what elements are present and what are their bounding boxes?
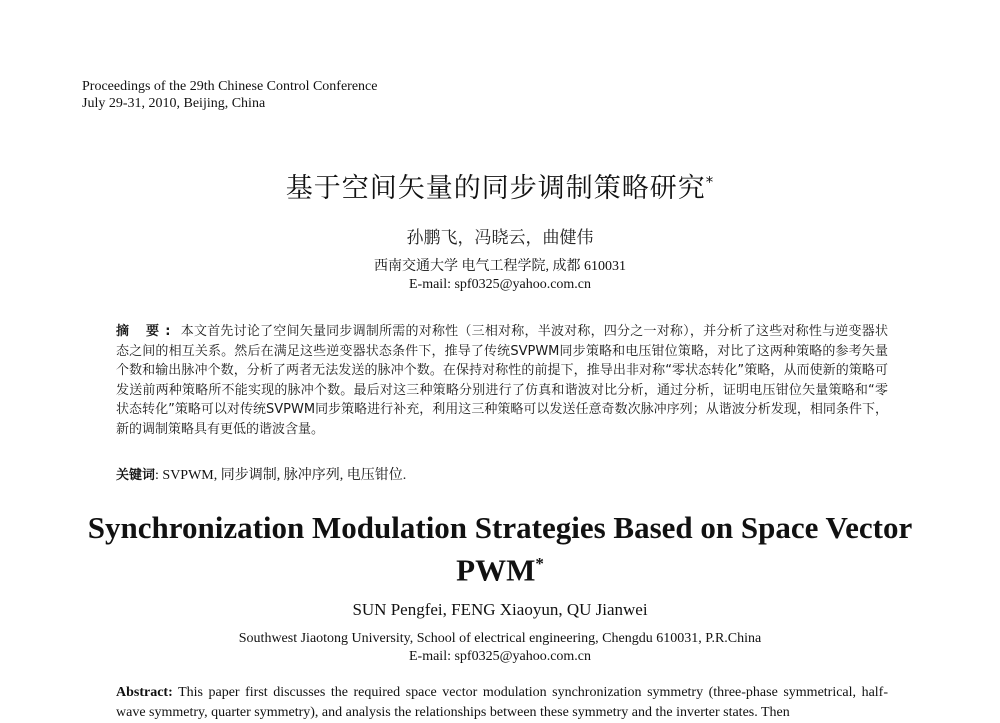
chinese-keywords (116, 464, 406, 484)
english-affiliation-block (0, 630, 1000, 666)
chinese-authors: 孙鹏飞，冯晓云，曲健伟 (406, 228, 594, 248)
english-email: E-mail: spf0325@yahoo.com.cn (408, 649, 592, 664)
chinese-email: E-mail: spf0325@yahoo.com.cn (408, 277, 592, 292)
chinese-keywords-text: : SVPWM, 同步调制, 脉冲序列, 电压钳位. (155, 468, 407, 483)
english-title (0, 510, 1000, 588)
english-title-line2: PWM (456, 552, 536, 588)
chinese-title (0, 166, 1000, 205)
english-title-footnote-mark: * (535, 554, 544, 573)
chinese-title-footnote-mark: * (705, 173, 715, 191)
english-abstract (116, 683, 888, 723)
english-affiliation: Southwest Jiaotong University, School of electrical engineering, Chengdu 610031, P.R.China (238, 631, 762, 646)
chinese-abstract-text: 本文首先讨论了空间矢量同步调制所需的对称性（三相对称，半波对称，四分之一对称），并分析了这些对称性与逆变器状态之间的相互关系。然后在满足这些逆变器状态条件下，推导了传统SVPWM同步策略和电压钳位策略，对比了这两种策略的参考矢量个数和输出脉冲个数，分析了两者无法发送的脉冲个数。在保持对称性的前提下，推导出非对称“零状态转化”策略，从而使新的策略可发送前两种策略所不能实现的脉冲个数。最后对这三种策略分别进行了仿真和谐波对比分析，通过分析，证明电压钳位矢量策略和“零状态转化”策略可以对传统SVPWM同步策略进行补充，利用这三种策略可以发送任意奇数次脉冲序列；从谐波分析发现，相同条件下，新的调制策略具有更低的谐波含量。 (116, 324, 888, 437)
proceedings-header (82, 78, 377, 112)
chinese-keywords-label: 关键词 (116, 468, 156, 483)
english-authors: SUN Pengfei, FENG Xiaoyun, QU Jianwei (352, 600, 648, 619)
proceedings-conference: Proceedings of the 29th Chinese Control Conference (82, 79, 378, 94)
chinese-title-text: 基于空间矢量的同步调制策略研究 (285, 173, 706, 204)
english-abstract-label: Abstract: (116, 685, 173, 700)
chinese-abstract-label: 摘 要: (116, 324, 177, 339)
english-abstract-text: This paper first discusses the required space vector modulation synchronization symmetry (three-phase symmetrical, half-wave symmetry, quarter symmetry), and analysis the relationships between these symmetry and the inverter states. Then (116, 685, 889, 720)
proceedings-date-location: July 29-31, 2010, Beijing, China (82, 96, 266, 111)
chinese-affiliation: 西南交通大学 电气工程学院, 成都 610031 (374, 259, 626, 274)
chinese-abstract (116, 322, 888, 440)
english-title-line1: Synchronization Modulation Strategies Based on Space Vector (87, 510, 913, 545)
chinese-affiliation-block (0, 258, 1000, 294)
